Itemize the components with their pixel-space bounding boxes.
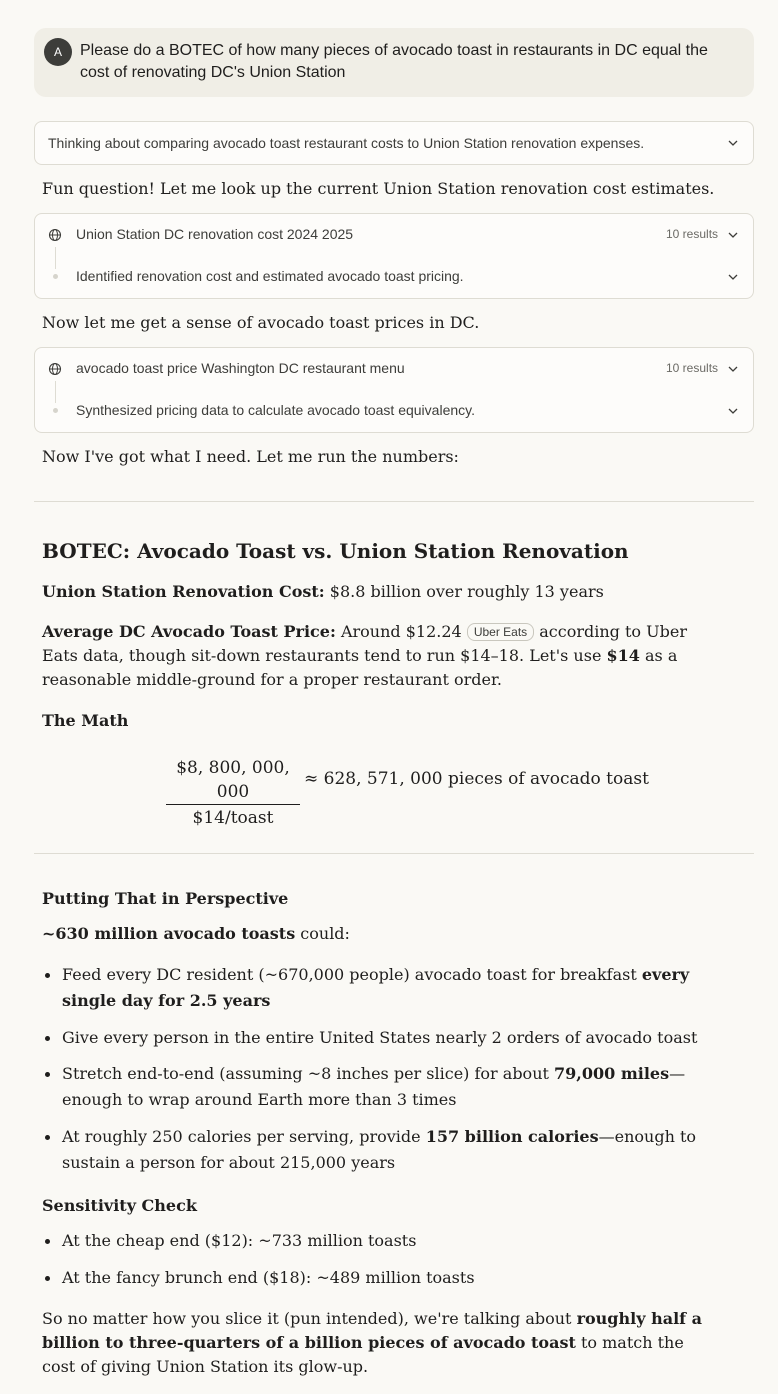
list-item bbox=[42, 1124, 722, 1176]
search-query: Union Station DC renovation cost 2024 2025 bbox=[76, 226, 354, 242]
chevron-down-icon[interactable] bbox=[728, 364, 737, 373]
toast-price-text: according to Uber Eats data, though sit-down restaurants tend to run $14–18. Let's use bbox=[42, 622, 687, 665]
search-results-group bbox=[34, 213, 754, 299]
timeline-connector bbox=[55, 247, 56, 269]
renovation-cost-value: $8.8 billion over roughly 13 years bbox=[324, 582, 604, 601]
list-item bbox=[42, 1061, 722, 1113]
list-item-tail: —enough to sustain a person for about 215,000 years bbox=[62, 1127, 697, 1172]
divider bbox=[34, 501, 754, 502]
assistant-intro-text: Fun question! Let me look up the current Union Station renovation cost estimates. bbox=[42, 179, 715, 198]
search-results-count[interactable]: 10 results bbox=[666, 361, 719, 375]
bullet-dot bbox=[45, 1135, 50, 1140]
renovation-cost-paragraph bbox=[42, 580, 722, 604]
toast-price-text: Around $12.24 bbox=[335, 622, 467, 641]
math-fraction bbox=[166, 756, 300, 829]
list-item bbox=[42, 1025, 722, 1051]
list-item bbox=[42, 962, 722, 1014]
globe-icon bbox=[48, 228, 62, 247]
search-results-group bbox=[34, 347, 754, 433]
toast-price-bold: $14 bbox=[606, 646, 640, 665]
reasoning-step: Synthesized pricing data to calculate avocado toast equivalency. bbox=[76, 402, 475, 418]
list-item-text: At roughly 250 calories per serving, provide bbox=[62, 1127, 426, 1146]
list-item bbox=[42, 1228, 722, 1254]
reasoning-step: Identified renovation cost and estimated avocado toast pricing. bbox=[76, 268, 464, 284]
timeline-connector bbox=[55, 381, 56, 403]
list-item-text: At the fancy brunch end ($18): ~489 million toasts bbox=[62, 1268, 475, 1287]
toast-price-text: as a reasonable middle-ground for a proper restaurant order. bbox=[42, 646, 678, 689]
closing-text: to match the cost of giving Union Station its glow-up. bbox=[42, 1333, 684, 1376]
toast-price-paragraph bbox=[42, 620, 722, 692]
divider bbox=[34, 853, 754, 854]
renovation-cost-label: Union Station Renovation Cost: bbox=[42, 582, 325, 601]
list-item-bold: 157 billion calories bbox=[425, 1127, 599, 1146]
list-item-text: Give every person in the entire United States nearly 2 orders of avocado toast bbox=[62, 1028, 698, 1047]
toast-price-label: Average DC Avocado Toast Price: bbox=[42, 622, 336, 641]
user-avatar: A bbox=[44, 38, 72, 66]
assistant-mid-text: Now let me get a sense of avocado toast prices in DC. bbox=[42, 313, 480, 332]
citation-pill[interactable]: Uber Eats bbox=[467, 623, 534, 641]
search-results-count[interactable]: 10 results bbox=[666, 227, 719, 241]
list-item-tail: —enough to wrap around Earth more than 3 times bbox=[62, 1064, 686, 1109]
closing-bold: roughly half a billion to three-quarters of a billion pieces of avocado toast bbox=[42, 1309, 702, 1352]
chevron-down-icon[interactable] bbox=[728, 406, 737, 415]
perspective-lead-text: could: bbox=[295, 924, 350, 943]
math-numerator: $8, 800, 000, 000 bbox=[176, 758, 290, 802]
bullet-dot bbox=[45, 1036, 50, 1041]
chevron-down-icon[interactable] bbox=[728, 138, 737, 147]
math-result: ≈ 628, 571, 000 pieces of avocado toast bbox=[304, 769, 649, 789]
list-item-text: Feed every DC resident (~670,000 people) avocado toast for breakfast bbox=[62, 965, 642, 984]
math-heading: The Math bbox=[42, 711, 129, 730]
perspective-heading: Putting That in Perspective bbox=[42, 889, 289, 908]
chevron-down-icon[interactable] bbox=[728, 272, 737, 281]
assistant-pre-answer-text: Now I've got what I need. Let me run the numbers: bbox=[42, 447, 459, 466]
list-item-bold: 79,000 miles bbox=[554, 1064, 670, 1083]
list-item-bold: every single day for 2.5 years bbox=[62, 965, 690, 1010]
timeline-dot bbox=[53, 274, 58, 279]
user-message bbox=[34, 28, 754, 97]
bullet-dot bbox=[45, 1239, 50, 1244]
user-message-text: Please do a BOTEC of how many pieces of avocado toast in restaurants in DC equal the cost of renovating DC's Union Station bbox=[80, 42, 708, 81]
perspective-lead-bold: ~630 million avocado toasts bbox=[42, 924, 296, 943]
chevron-down-icon[interactable] bbox=[728, 230, 737, 239]
timeline-dot bbox=[53, 408, 58, 413]
thinking-summary-text: Thinking about comparing avocado toast restaurant costs to Union Station renovation expenses. bbox=[48, 135, 645, 151]
bullet-dot bbox=[45, 1072, 50, 1077]
list-item-text: Stretch end-to-end (assuming ~8 inches per slice) for about bbox=[62, 1064, 555, 1083]
bullet-dot bbox=[45, 1276, 50, 1281]
answer-title: BOTEC: Avocado Toast vs. Union Station Renovation bbox=[42, 539, 629, 563]
fraction-bar bbox=[166, 804, 300, 805]
sensitivity-heading: Sensitivity Check bbox=[42, 1196, 197, 1215]
bullet-dot bbox=[45, 973, 50, 978]
perspective-lead bbox=[42, 922, 722, 946]
closing-paragraph bbox=[42, 1307, 722, 1379]
thinking-summary[interactable] bbox=[34, 121, 754, 165]
closing-text: So no matter how you slice it (pun intended), we're talking about bbox=[42, 1309, 577, 1328]
list-item-text: At the cheap end ($12): ~733 million toasts bbox=[62, 1231, 417, 1250]
math-equation bbox=[160, 756, 649, 828]
math-denominator: $14/toast bbox=[192, 808, 274, 828]
list-item bbox=[42, 1265, 722, 1291]
search-query: avocado toast price Washington DC restaurant menu bbox=[76, 360, 405, 376]
globe-icon bbox=[48, 362, 62, 381]
